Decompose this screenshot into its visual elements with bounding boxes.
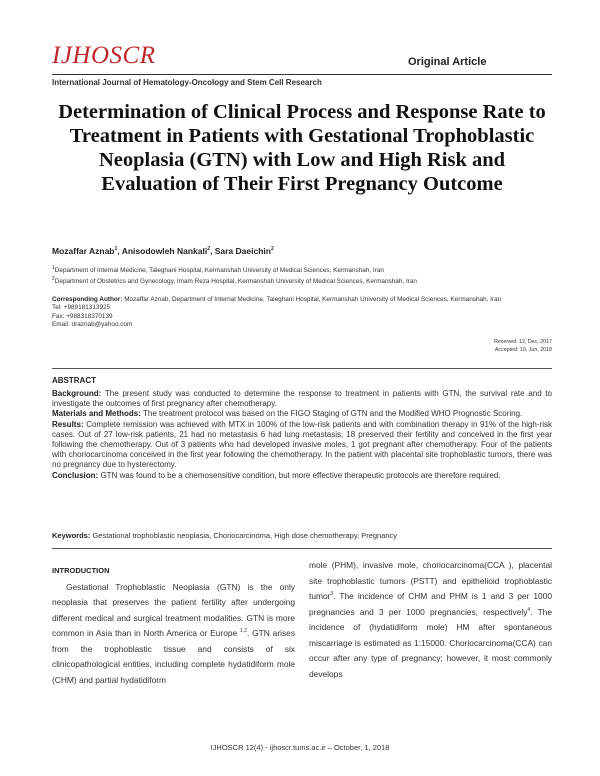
journal-full-name: International Journal of Hematology-Oncology and Stem Cell Research <box>52 78 322 87</box>
author-affil-num: 1 <box>114 246 118 253</box>
keywords <box>52 531 397 540</box>
affiliation-num: 2 <box>52 275 55 282</box>
abstract-background-text: The present study was conducted to determine the response to treatment in patients with GTN, the survival rate and to investigate the outcomes of first pregnancy after chemotherapy. <box>52 389 552 409</box>
corresponding-author <box>52 296 552 329</box>
affiliation-text: Department of Obstetrics and Gynecology, Imam Reza Hospital, Kermanshah University of Medical Sciences, Kermanshah, Iran <box>54 278 417 285</box>
abstract-heading: ABSTRACT <box>52 376 96 385</box>
abstract-results <box>52 420 552 471</box>
accepted-date: Accepted: 10, Jun, 2018 <box>494 347 552 353</box>
abstract-methods <box>52 409 552 419</box>
intro-heading: INTRODUCTION <box>52 566 110 575</box>
corresponding-fax: Fax: +988318370139 <box>52 312 113 320</box>
intro-paragraph <box>52 580 295 689</box>
citation-ref: 1,2 <box>240 628 247 635</box>
author-affil-num: 2 <box>270 246 274 253</box>
citation-ref: 4 <box>527 606 531 613</box>
page-footer: IJHOSCR 12(4) - ijhoscr.tums.ac.ir – October, 1, 2018 <box>210 743 390 752</box>
header-divider <box>52 74 552 75</box>
intro-text: . The incidence of CHM and PHM is 1 and 3 per 1000 pregnancies and 3 per 1000 pregnancies, respectively <box>309 591 552 617</box>
intro-text: . The incidence of (hydatidiform mole) HM after spontaneous miscarriage is estimated as 1:15000. Choriocarcinoma(CCA) can occur after any type of pregnancy; however, it most commonly develops <box>309 606 552 679</box>
author-name: Mozaffar Aznab <box>52 246 115 256</box>
abstract-body <box>52 389 552 481</box>
author-name: Sara Daeichin <box>214 246 271 256</box>
abstract-top-divider <box>52 368 552 369</box>
received-date: Received: 12, Dec, 2017 <box>493 339 552 345</box>
citation-ref: 3 <box>330 591 334 598</box>
abstract-methods-label: Materials and Methods: <box>52 409 141 419</box>
corresponding-text: Mozaffar Aznab, Department of Internal Medicine, Taleghani Hospital, Kermanshah University of Medical Sciences, Kermanshah, Iran <box>124 296 502 303</box>
keywords-label: Keywords: <box>52 531 91 540</box>
abstract-background-label: Background: <box>52 389 102 398</box>
abstract-results-text: Complete remission was achieved with MTX in 100% of the low-risk patients and with combination therapy in 91% of the high-risk cases. Out of 27 low-risk patients, 21 had no metastasis 6 had lung metastasis, 18 preserved their fertility and conceived in the first year following the chemotherapy. Out of 3 patients who had developed invasive moles, 1 got pregnant after chemotherapy. Four of the patients with choriocarcinoma conceived in the first year following the chemotherapy. In the patient with placental site trophoblastic tumors, there was no pregnancy due to hysterectomy. <box>52 419 552 470</box>
article-type: Original Article <box>408 56 487 68</box>
affiliation <box>52 275 552 287</box>
intro-right-column <box>309 558 552 682</box>
abstract-conclusion-label: Conclusion: <box>52 470 99 480</box>
abstract-conclusion-text: GTN was found to be a chemosensitive condition, but more effective therapeutic protocols are therefore required. <box>100 470 501 480</box>
corresponding-email[interactable]: Email: draznab@yahoo.com <box>52 320 133 328</box>
keywords-text: Gestational trophoblastic neoplasia, Choriocarcinoma, High dose chemotherapy, Pregnancy <box>92 531 398 540</box>
article-title: Determination of Clinical Process and Response Rate to Treatment in Patients with Gestational Trophoblastic Neoplasia (GTN) with Low and High Risk and Evaluation of Their First Pregnancy Outcome <box>58 101 546 195</box>
affiliation <box>52 264 552 276</box>
corresponding-label: Corresponding Author: <box>52 296 123 303</box>
corresponding-tel: Tel: +989181313925 <box>52 304 111 312</box>
intro-left-column <box>52 563 295 688</box>
abstract-methods-text: The treatment protocol was based on the FIGO Staging of GTN and the Modified WHO Prognostic Scoring. <box>142 409 523 419</box>
author-affil-num: 2 <box>207 246 210 253</box>
intro-text: Gestational Trophoblastic Neoplasia (GTN) is the only neoplasia that preserves the patient fertility after undergoing different medical and surgical treatment modalities. GTN is more common in Asia than in North America or Europe <box>52 581 295 638</box>
author-name: Anisodowleh Nankali <box>121 246 208 256</box>
affiliation-num: 1 <box>52 264 55 271</box>
author-list: Mozaffar Aznab$^1$, Anisodowleh Nankali$^2$, Sara Daeichin$^2$ <box>52 246 274 256</box>
intro-paragraph-cont <box>309 558 552 682</box>
body-top-divider <box>52 548 552 549</box>
journal-logo-name: IJHOSCR <box>52 42 156 69</box>
intro-text: . GTN arises from the trophoblastic tissue and consists of six clinicopathological entities, including complete hydatidiform mole (CHM) and partial hydatidiform <box>52 628 296 685</box>
abstract-conclusion <box>52 471 552 481</box>
affiliation-text: Department of Internal Medicine, Taleghani Hospital, Kermanshah University of Medical Sciences, Kermanshah, Iran <box>54 267 384 274</box>
abstract-background <box>52 389 552 409</box>
intro-text: mole (PHM), invasive mole, choriocarcinoma(CCA ), placental site trophoblastic tumors (PSTT) and epithelioid trophoblastic tumor <box>309 560 552 601</box>
abstract-results-label: Results: <box>52 419 84 429</box>
